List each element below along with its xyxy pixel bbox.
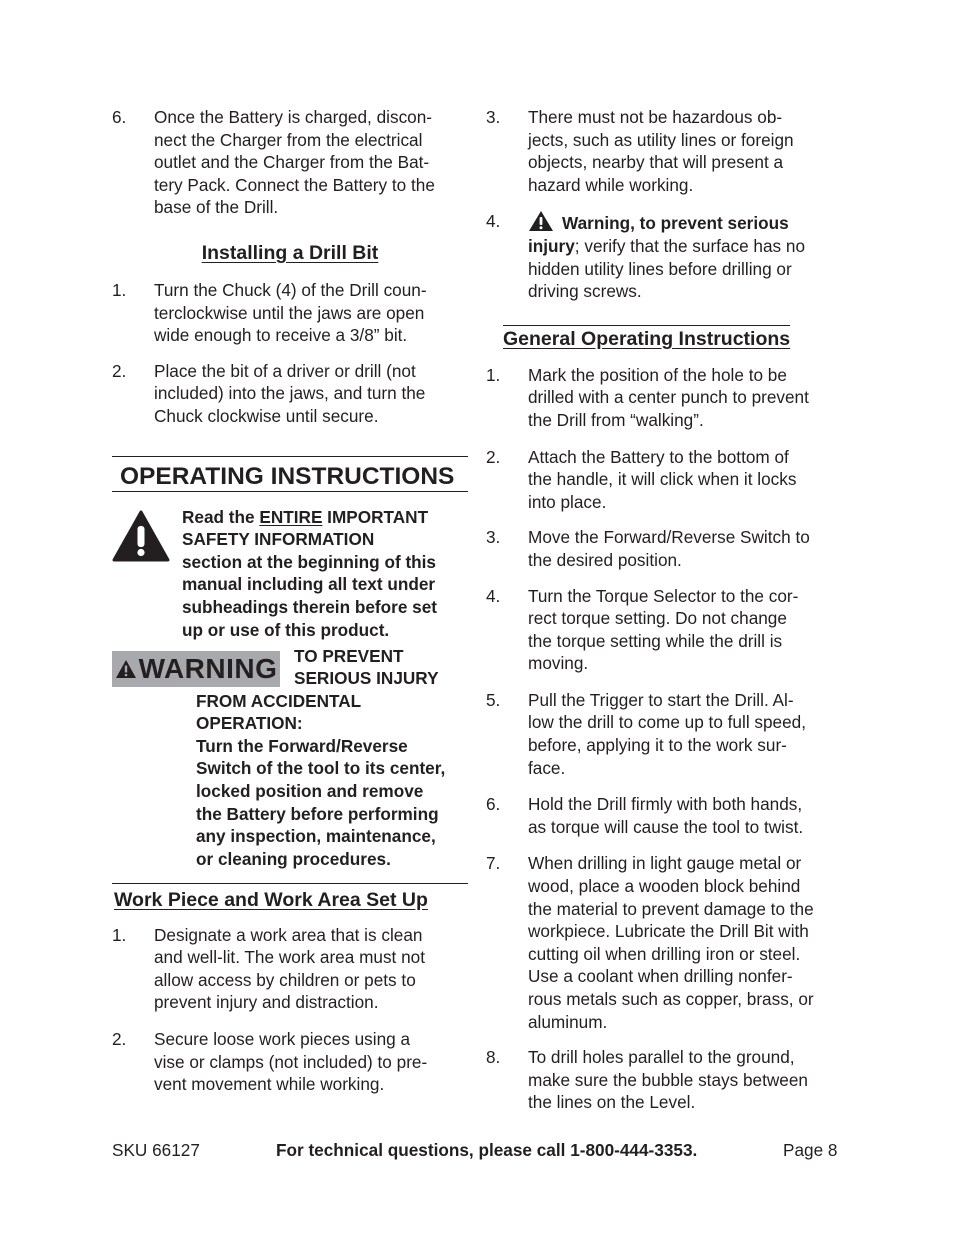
warning-block bbox=[112, 645, 472, 871]
list-item bbox=[112, 106, 472, 219]
line: jects, such as utility lines or foreign bbox=[528, 129, 794, 150]
line: There must not be hazardous ob- bbox=[528, 107, 783, 127]
item-number: 1. bbox=[112, 279, 127, 300]
line: FROM ACCIDENTAL bbox=[196, 690, 362, 711]
line: the Battery before performing bbox=[196, 803, 439, 824]
list-item bbox=[486, 1046, 846, 1114]
left-column bbox=[112, 106, 472, 1096]
general-title: General Operating Instructions bbox=[503, 327, 791, 350]
line: subheadings therein before set bbox=[182, 596, 438, 617]
line: the Drill from “walking”. bbox=[528, 409, 704, 430]
list-item bbox=[486, 106, 846, 196]
line: tery Pack. Connect the Battery to the bbox=[154, 174, 435, 195]
line: base of the Drill. bbox=[154, 197, 279, 218]
safety-notice bbox=[112, 506, 472, 640]
installing-title: Installing a Drill Bit bbox=[201, 241, 379, 264]
line: When drilling in light gauge metal or bbox=[528, 853, 802, 874]
line: TO PREVENT bbox=[294, 645, 404, 666]
line: low the drill to come up to full speed, bbox=[528, 712, 807, 733]
line: up or use of this product. bbox=[182, 619, 390, 640]
notice-text: IMPORTANT bbox=[322, 506, 429, 527]
warning-text: injury bbox=[528, 235, 575, 256]
line: the material to prevent damage to the bbox=[528, 898, 814, 919]
line: allow access by children or pets to bbox=[154, 969, 416, 990]
warning-triangle-icon bbox=[528, 210, 554, 232]
line: the torque setting while the drill is bbox=[528, 630, 783, 651]
list-item bbox=[486, 210, 846, 302]
workpiece-title: Work Piece and Work Area Set Up bbox=[114, 888, 428, 911]
item-number: 3. bbox=[486, 527, 501, 548]
list-item bbox=[112, 924, 472, 1014]
line: vise or clamps (not included) to pre- bbox=[154, 1051, 428, 1072]
line: Secure loose work pieces using a bbox=[154, 1028, 411, 1049]
item-number: 8. bbox=[486, 1047, 501, 1068]
item-number: 2. bbox=[486, 446, 501, 467]
line: Move the Forward/Reverse Switch to bbox=[528, 527, 810, 548]
warning-text: Warning, to prevent serious bbox=[562, 213, 789, 234]
line: hidden utility lines before drilling or bbox=[528, 258, 792, 279]
line: drilled with a center punch to prevent bbox=[528, 387, 809, 408]
line: as torque will cause the tool to twist. bbox=[528, 816, 804, 837]
footer-tech-support: For technical questions, please call 1-800-444-3353. bbox=[276, 1140, 698, 1160]
warning-triangle-icon bbox=[115, 659, 137, 679]
line: the desired position. bbox=[528, 549, 682, 570]
line: Pull the Trigger to start the Drill. Al- bbox=[528, 689, 794, 710]
line: To drill holes parallel to the ground, bbox=[528, 1047, 795, 1068]
item-number: 3. bbox=[486, 107, 501, 127]
list-item bbox=[112, 360, 472, 428]
line: SAFETY INFORMATION bbox=[182, 529, 375, 550]
item-number: 4. bbox=[486, 585, 501, 606]
line: rous metals such as copper, brass, or bbox=[528, 989, 814, 1009]
line: vent movement while working. bbox=[154, 1074, 385, 1095]
line: any inspection, maintenance, bbox=[196, 826, 436, 847]
warning-side-text bbox=[294, 645, 439, 690]
warning-text bbox=[196, 690, 476, 871]
notice-text: Read the bbox=[182, 506, 260, 527]
item-number: 6. bbox=[112, 107, 127, 127]
line: section at the beginning of this bbox=[182, 551, 436, 572]
line: nect the Charger from the electrical bbox=[154, 129, 423, 150]
section-heading-general bbox=[486, 325, 846, 351]
line: cutting oil when drilling iron or steel. bbox=[528, 943, 801, 964]
item-number: 1. bbox=[112, 924, 127, 945]
line: and well-lit. The work area must not bbox=[154, 947, 425, 968]
line: rect torque setting. Do not change bbox=[528, 608, 787, 629]
safety-notice-text bbox=[182, 506, 472, 642]
item-number: 7. bbox=[486, 853, 501, 874]
warning-triangle-icon bbox=[112, 510, 170, 562]
line: objects, nearby that will present a bbox=[528, 152, 784, 173]
line: outlet and the Charger from the Bat- bbox=[154, 152, 430, 173]
line: Turn the Torque Selector to the cor- bbox=[528, 585, 799, 606]
line: face. bbox=[528, 757, 566, 778]
line: workpiece. Lubricate the Drill Bit with bbox=[528, 921, 809, 942]
line: manual including all text under bbox=[182, 574, 436, 595]
line: OPERATION: bbox=[196, 713, 303, 734]
list-item bbox=[486, 446, 846, 514]
list-item bbox=[112, 279, 472, 347]
warning-badge bbox=[112, 651, 280, 687]
warning-label: WARNING bbox=[138, 652, 278, 684]
line: moving. bbox=[528, 653, 589, 674]
line: into place. bbox=[528, 491, 607, 512]
item-number: 1. bbox=[486, 364, 501, 385]
list-item bbox=[486, 793, 846, 838]
line: before, applying it to the work sur- bbox=[528, 735, 787, 756]
list-item bbox=[486, 852, 846, 1033]
line: Use a coolant when drilling nonfer- bbox=[528, 966, 793, 987]
line: Hold the Drill firmly with both hands, bbox=[528, 794, 803, 815]
line: driving screws. bbox=[528, 281, 642, 302]
line: terclockwise until the jaws are open bbox=[154, 302, 425, 323]
line: Turn the Forward/Reverse bbox=[196, 735, 408, 756]
notice-emphasis: ENTIRE bbox=[259, 506, 323, 527]
list-item bbox=[486, 585, 846, 675]
line: the lines on the Level. bbox=[528, 1092, 696, 1113]
line: aluminum. bbox=[528, 1011, 608, 1032]
line: locked position and remove bbox=[196, 780, 424, 801]
line: ; verify that the surface has no bbox=[574, 235, 806, 256]
line: Once the Battery is charged, discon- bbox=[154, 107, 433, 127]
footer-sku: SKU 66127 bbox=[112, 1140, 200, 1160]
line: Designate a work area that is clean bbox=[154, 924, 423, 945]
line: hazard while working. bbox=[528, 174, 694, 195]
section-heading-workpiece bbox=[112, 883, 468, 912]
item-number: 4. bbox=[486, 211, 501, 232]
item-number: 5. bbox=[486, 689, 501, 710]
line: SERIOUS INJURY bbox=[294, 668, 439, 689]
list-item bbox=[486, 689, 846, 779]
line: prevent injury and distraction. bbox=[154, 992, 379, 1013]
list-item bbox=[486, 364, 846, 432]
right-column bbox=[486, 106, 846, 1114]
list-item bbox=[486, 526, 846, 571]
section-heading-installing bbox=[112, 241, 468, 265]
line: Chuck clockwise until secure. bbox=[154, 405, 379, 426]
line: make sure the bubble stays between bbox=[528, 1069, 808, 1090]
footer-page-number: Page 8 bbox=[783, 1140, 838, 1160]
line: or cleaning procedures. bbox=[196, 848, 391, 869]
operating-instructions-heading bbox=[112, 456, 468, 492]
line: wood, place a wooden block behind bbox=[528, 876, 801, 897]
line: Mark the position of the hole to be bbox=[528, 364, 787, 385]
line: included) into the jaws, and turn the bbox=[154, 383, 426, 404]
page-title: OPERATING INSTRUCTIONS bbox=[112, 457, 468, 492]
line: Place the bit of a driver or drill (not bbox=[154, 360, 416, 381]
list-item bbox=[112, 1028, 472, 1096]
line: Turn the Chuck (4) of the Drill coun- bbox=[154, 279, 427, 300]
line: the handle, it will click when it locks bbox=[528, 469, 797, 490]
line: wide enough to receive a 3/8” bit. bbox=[154, 325, 408, 346]
item-number: 6. bbox=[486, 794, 501, 815]
line: Attach the Battery to the bottom of bbox=[528, 446, 789, 467]
item-number: 2. bbox=[112, 360, 127, 381]
line: Switch of the tool to its center, bbox=[196, 758, 446, 779]
item-number: 2. bbox=[112, 1028, 127, 1049]
